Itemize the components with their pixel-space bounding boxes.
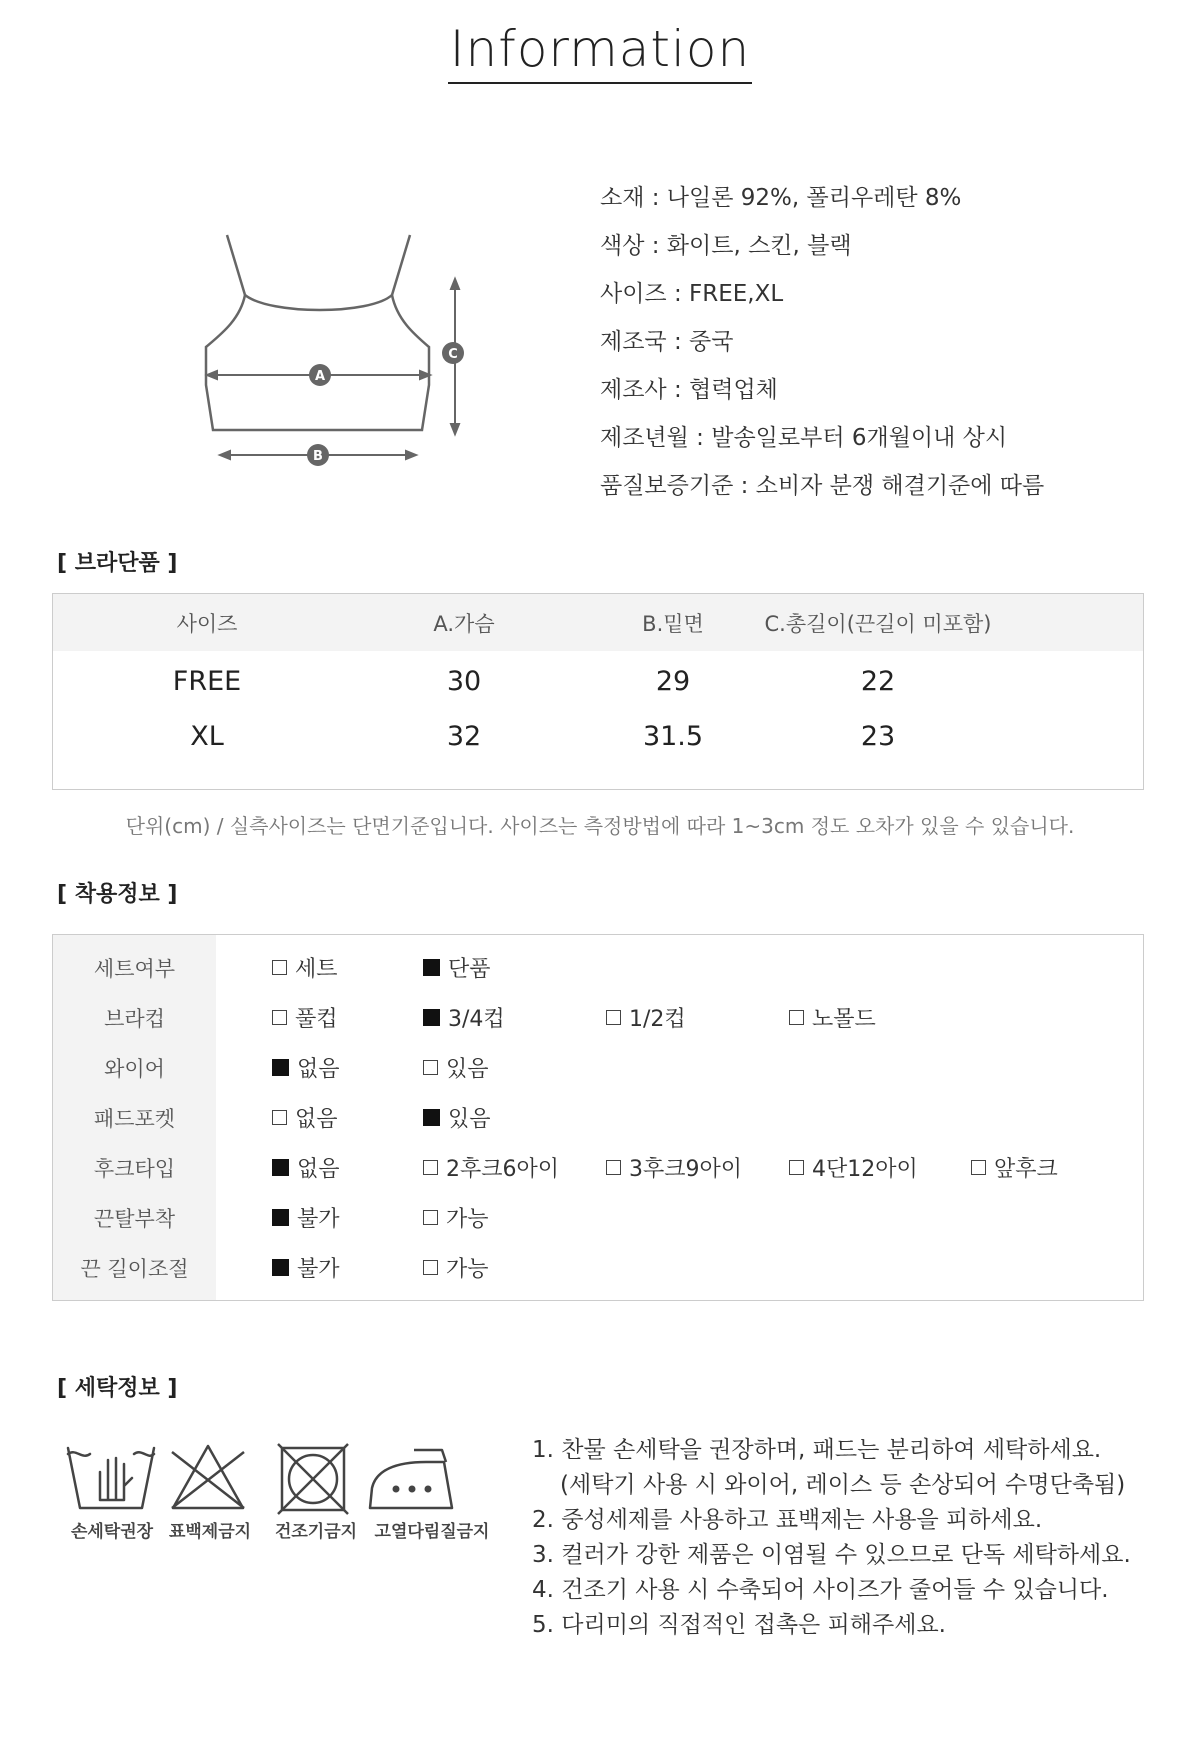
label-c-marker <box>442 342 464 364</box>
wear-label-strap-adjust: 끈 길이조절 <box>80 1257 189 1281</box>
wear-option-label: 있음 <box>448 1107 491 1132</box>
spec-country: 제조국 : 중국 <box>600 329 734 355</box>
unchecked-box-icon <box>423 1260 438 1275</box>
checked-box-icon <box>423 959 440 976</box>
wear-option <box>272 1102 338 1133</box>
wear-option-label: 앞후크 <box>994 1157 1058 1182</box>
wear-option <box>272 1152 340 1183</box>
unchecked-box-icon <box>272 1110 287 1125</box>
unchecked-box-icon <box>272 1010 287 1025</box>
hand-wash-caption: 손세탁권장 <box>70 1522 154 1542</box>
svg-text:B: B <box>313 449 323 464</box>
header-total-length: C.총길이(끈길이 미포함) <box>764 612 992 636</box>
wear-option-label: 단품 <box>448 957 491 982</box>
wear-label-hook: 후크타입 <box>93 1157 176 1181</box>
care-line-1: 1. 찬물 손세탁을 권장하며, 패드는 분리하여 세탁하세요. <box>532 1437 1102 1463</box>
checked-box-icon <box>423 1009 440 1026</box>
wear-option-label: 있음 <box>446 1057 489 1082</box>
row-free-size: FREE <box>172 666 242 697</box>
row-free-chest: 30 <box>446 666 482 697</box>
wear-option <box>789 1002 876 1033</box>
wear-option-label: 풀컵 <box>295 1007 338 1032</box>
wear-option-label: 불가 <box>297 1257 340 1282</box>
care-line-1-note: (세탁기 사용 시 와이어, 레이스 등 손상되어 수명단축됨) <box>560 1472 1126 1498</box>
checked-box-icon <box>272 1159 289 1176</box>
wear-option <box>272 952 338 983</box>
bra-measurement-diagram <box>190 225 480 475</box>
spec-manufacturer: 제조사 : 협력업체 <box>600 377 778 403</box>
wear-option <box>272 1002 338 1033</box>
row-free-bottom: 29 <box>655 666 691 697</box>
bra-outline <box>206 235 429 430</box>
wear-option-label: 불가 <box>297 1207 340 1232</box>
wear-section-title: [ 착용정보 ] <box>57 882 178 907</box>
wear-option <box>789 1152 918 1183</box>
unchecked-box-icon <box>272 960 287 975</box>
care-line-4: 4. 건조기 사용 시 수축되어 사이즈가 줄어들 수 있습니다. <box>532 1577 1109 1603</box>
unchecked-box-icon <box>606 1010 621 1025</box>
wear-option <box>272 1252 340 1283</box>
no-bleach-caption: 표백제금지 <box>168 1522 252 1542</box>
wear-option-label: 가능 <box>446 1207 489 1232</box>
wear-option <box>971 1152 1058 1183</box>
no-high-heat-iron-icon <box>370 1450 452 1508</box>
wear-option-label: 4단12아이 <box>812 1157 918 1182</box>
page-title: Information <box>0 20 1200 78</box>
wear-option <box>606 1002 686 1033</box>
wear-option <box>423 1152 559 1183</box>
spec-color: 색상 : 화이트, 스킨, 블랙 <box>600 233 852 259</box>
row-xl-bottom: 31.5 <box>642 721 704 752</box>
wear-label-pad-pocket: 패드포켓 <box>93 1107 176 1131</box>
no-tumble-dry-caption: 건조기금지 <box>274 1522 358 1542</box>
size-section-title: [ 브라단품 ] <box>57 551 178 576</box>
size-note: 단위(cm) / 실측사이즈는 단면기준입니다. 사이즈는 측정방법에 따라 1~3cm 정도 오차가 있을 수 있습니다. <box>125 814 1075 838</box>
wear-option-label: 2후크6아이 <box>446 1157 560 1182</box>
spec-size: 사이즈 : FREE,XL <box>600 281 784 307</box>
wear-option-label: 없음 <box>297 1057 340 1082</box>
checked-box-icon <box>272 1059 289 1076</box>
care-line-5: 5. 다리미의 직접적인 접촉은 피해주세요. <box>532 1612 946 1638</box>
wear-option-label: 없음 <box>297 1157 340 1182</box>
wear-label-wire: 와이어 <box>104 1057 165 1081</box>
unchecked-box-icon <box>606 1160 621 1175</box>
label-a-marker <box>309 364 331 386</box>
wear-option <box>423 1102 491 1133</box>
row-xl-length: 23 <box>860 721 896 752</box>
unchecked-box-icon <box>789 1010 804 1025</box>
header-bottom: B.밑면 <box>642 612 704 636</box>
wear-option-label: 없음 <box>295 1107 338 1132</box>
wear-option-label: 3/4컵 <box>448 1007 505 1032</box>
wear-option-label: 1/2컵 <box>629 1007 686 1032</box>
row-xl-chest: 32 <box>446 721 482 752</box>
product-specs <box>600 180 1044 516</box>
unchecked-box-icon <box>789 1160 804 1175</box>
header-size: 사이즈 <box>176 612 238 636</box>
care-line-3: 3. 컬러가 강한 제품은 이염될 수 있으므로 단독 세탁하세요. <box>532 1542 1131 1568</box>
label-b-marker <box>307 444 329 466</box>
wear-option <box>606 1152 742 1183</box>
spec-manufacture-date: 제조년월 : 발송일로부터 6개월이내 상시 <box>600 425 1008 451</box>
checked-box-icon <box>272 1209 289 1226</box>
no-bleach-icon <box>172 1446 244 1508</box>
svg-text:C: C <box>448 347 458 362</box>
unchecked-box-icon <box>971 1160 986 1175</box>
wear-option-label: 가능 <box>446 1257 489 1282</box>
no-high-heat-iron-caption: 고열다림질금지 <box>374 1522 490 1542</box>
wear-info-table <box>52 934 1144 1301</box>
care-instructions <box>532 1433 1131 1643</box>
care-line-2: 2. 중성세제를 사용하고 표백제는 사용을 피하세요. <box>532 1507 1043 1533</box>
wear-label-strap-detach: 끈탈부착 <box>93 1207 176 1231</box>
spec-material: 소재 : 나일론 92%, 폴리우레탄 8% <box>600 185 962 211</box>
wear-option-label: 세트 <box>295 957 338 982</box>
unchecked-box-icon <box>423 1160 438 1175</box>
wear-option-label: 노몰드 <box>812 1007 876 1032</box>
wear-option <box>423 1202 489 1233</box>
wear-option <box>423 1252 489 1283</box>
wear-option-label: 3후크9아이 <box>629 1157 743 1182</box>
unchecked-box-icon <box>423 1060 438 1075</box>
spec-quality-standard: 품질보증기준 : 소비자 분쟁 해결기준에 따름 <box>600 473 1045 499</box>
row-free-length: 22 <box>860 666 896 697</box>
wear-option <box>423 1052 489 1083</box>
header-chest: A.가슴 <box>433 612 495 636</box>
wear-option <box>272 1202 340 1233</box>
row-xl-size: XL <box>190 721 224 752</box>
size-table-header <box>53 594 1143 651</box>
checked-box-icon <box>423 1109 440 1126</box>
wear-option <box>272 1052 340 1083</box>
checked-box-icon <box>272 1259 289 1276</box>
size-table <box>52 593 1144 790</box>
no-tumble-dry-icon <box>278 1444 348 1514</box>
unchecked-box-icon <box>423 1210 438 1225</box>
svg-text:A: A <box>314 369 326 384</box>
wear-option <box>423 1002 505 1033</box>
wear-option <box>423 952 491 983</box>
hand-wash-icon <box>68 1448 154 1508</box>
wear-label-set: 세트여부 <box>93 957 176 981</box>
wash-section-title: [ 세탁정보 ] <box>57 1376 178 1401</box>
wear-label-cup: 브라컵 <box>104 1007 165 1031</box>
